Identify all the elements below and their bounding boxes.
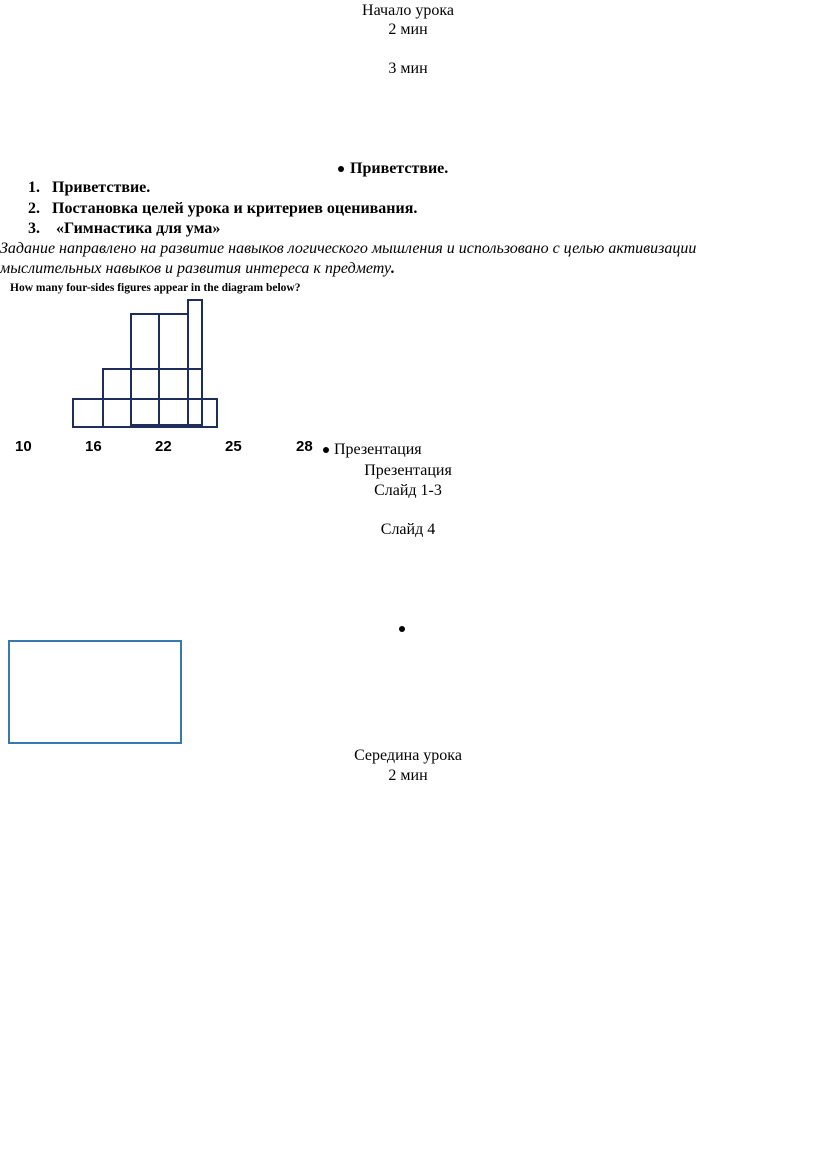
bullet-icon	[399, 626, 405, 632]
greeting-bullet-item	[338, 160, 448, 178]
puzzle-diagram	[70, 296, 222, 431]
greeting-time: 3 мин	[388, 60, 428, 77]
list-text: «Гимнастика для ума»	[56, 220, 221, 237]
empty-frame	[8, 640, 182, 744]
list-text: Постановка целей урока и критериев оценивания.	[52, 200, 418, 217]
list-item	[28, 200, 418, 218]
task-note-line-2	[0, 260, 395, 278]
answer-option[interactable]: 10	[15, 438, 32, 455]
list-item	[28, 220, 221, 238]
resource-bullet-text: Презентация	[334, 441, 422, 458]
diagram-rect	[188, 300, 202, 425]
list-number: 2.	[28, 200, 40, 217]
slide-range-2: Слайд 4	[380, 521, 436, 538]
lesson-start-time: 2 мин	[388, 21, 428, 38]
bullet-icon	[338, 166, 344, 172]
answer-option[interactable]: 28	[296, 438, 313, 455]
lesson-middle-title: Середина урока	[354, 747, 462, 764]
task-note-line-2-text: мыслительных навыков и развития интереса к предмету	[0, 260, 392, 277]
puzzle-question: How many four-sides figures appear in the diagram below?	[10, 282, 301, 294]
list-number: 3.	[28, 220, 40, 237]
presentation-label: Презентация	[364, 462, 452, 479]
answer-option[interactable]: 25	[225, 438, 242, 455]
diagram-rect	[73, 399, 217, 427]
lesson-start-title: Начало урока	[362, 2, 454, 19]
task-note-end: .	[391, 260, 396, 277]
answer-option[interactable]: 22	[155, 438, 172, 455]
slide-range-1: Слайд 1-3	[374, 482, 442, 499]
lesson-middle-time: 2 мин	[388, 767, 428, 784]
task-note-line-1: Задание направлено на развитие навыков логического мышления и использовано с целью активизации	[0, 240, 697, 257]
greeting-bullet-text: Приветствие.	[350, 160, 449, 177]
list-text: Приветствие.	[52, 179, 151, 196]
bullet-icon	[323, 447, 329, 453]
list-item	[28, 179, 151, 197]
answer-option[interactable]: 16	[85, 438, 102, 455]
diagram-rectangles	[73, 300, 217, 427]
list-number: 1.	[28, 179, 40, 196]
resource-bullet-item	[323, 441, 422, 459]
